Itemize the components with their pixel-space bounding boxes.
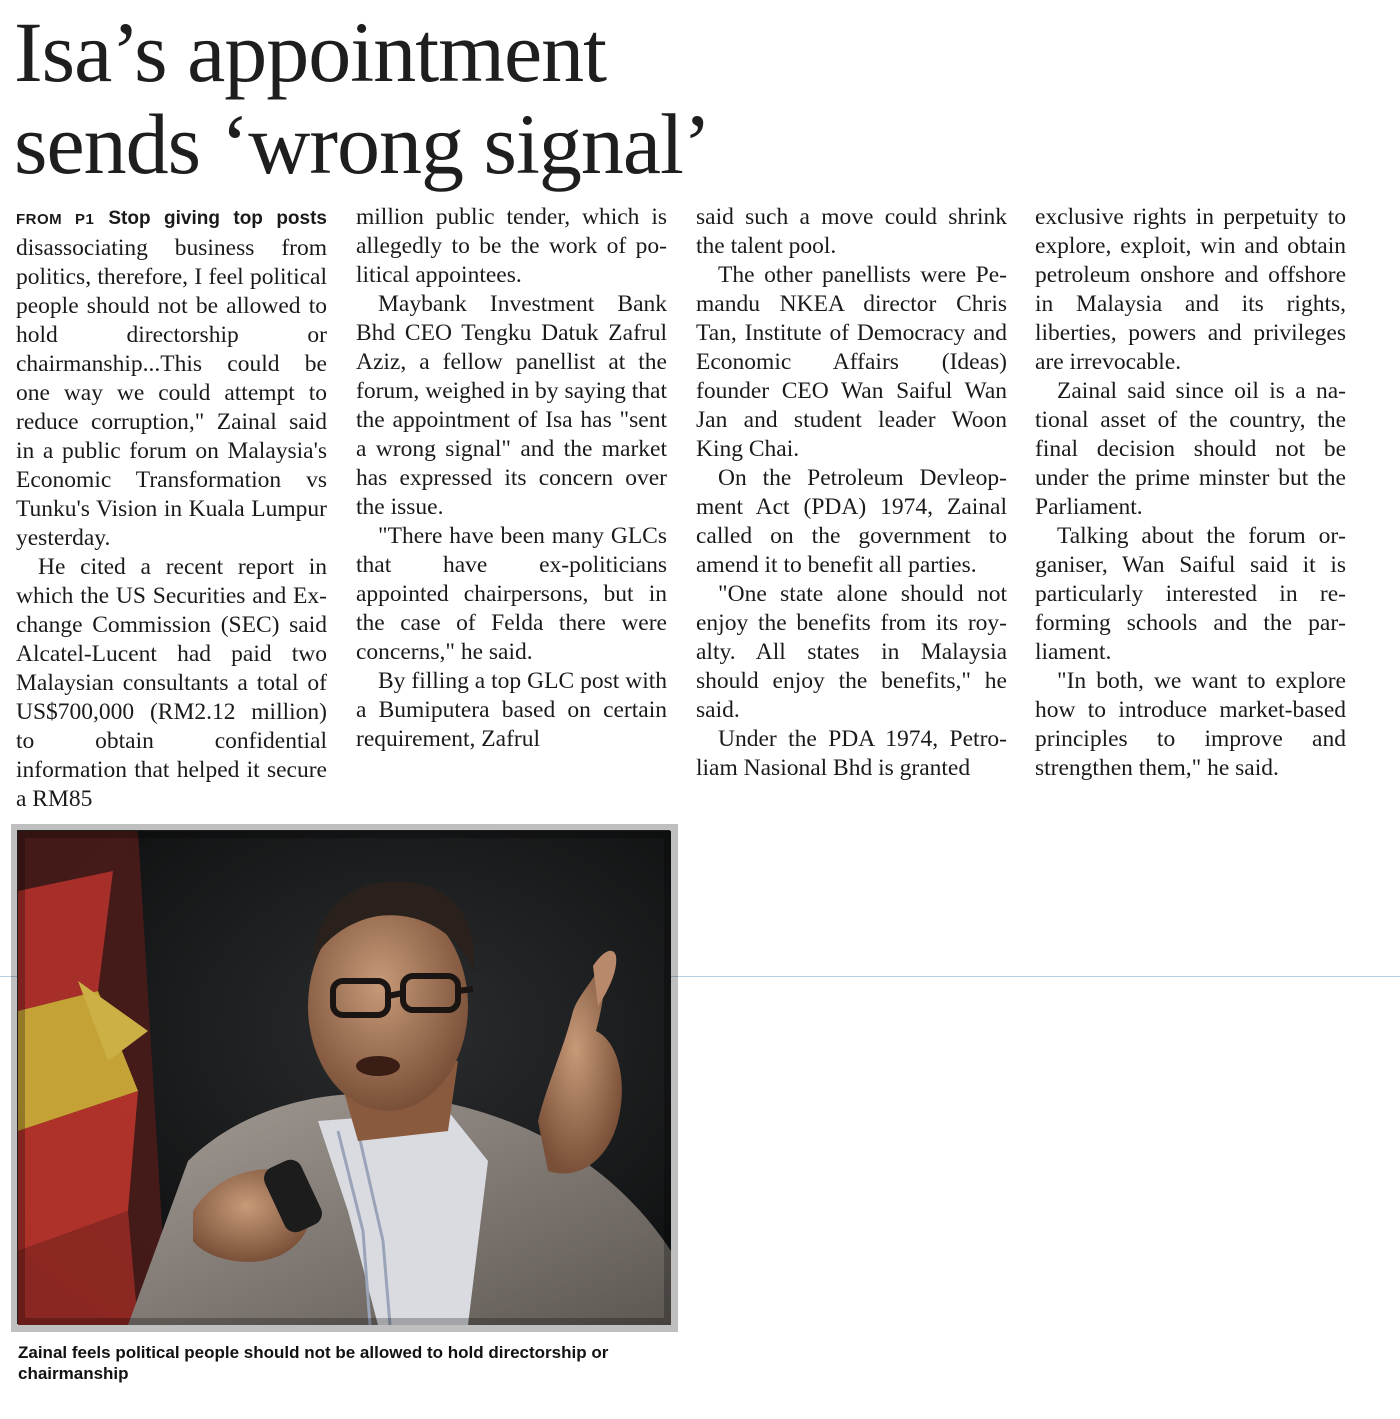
article-kicker: Stop giving top posts (108, 208, 328, 229)
headline-line-2: sends ‘wrong signal’ (14, 96, 711, 192)
article-column-1 (16, 203, 328, 812)
column-3-paragraph-3: On the Petroleum Devleopment Act (PDA) 1974, Zainal called on the government to amend it to benefit all parties. (696, 465, 1007, 578)
column-4-paragraph-3: Talking about the forum organiser, Wan Saiful said it is particularly interested in reforming schools and the parliament. (1035, 523, 1346, 665)
column-1-paragraph-1-text: disassociating business from politics, therefore, I feel political people should not be allowed to hold directorship or chairmanship...This could be one way we could attempt to reduce corruption," Zainal said in a public forum on Malaysia's Economic Transformation vs Tunku's Vision in Kuala Lumpur yesterday. (16, 235, 327, 551)
photo-caption: Zainal feels political people should not be allowed to hold directorship or chairmanship (18, 1343, 609, 1383)
column-2-paragraph-4: By filling a top GLC post with a Bumiputera based on certain requirement, Zafrul (356, 668, 667, 752)
speaker-photo (17, 830, 670, 1324)
man-speaking-photo-icon (18, 831, 671, 1325)
column-3-paragraph-5: Under the PDA 1974, Petroliam Nasional Bhd is granted (696, 726, 1007, 781)
column-4-paragraph-4: "In both, we want to explore how to introduce market-based principles to improve and strengthen them," he said. (1035, 668, 1346, 781)
column-1-paragraph-2: He cited a recent report in which the US Securities and Exchange Commission (SEC) said Alcatel-Lucent had paid two Malaysian consultants a total of US$700,000 (RM2.12 million) to obtain confidential information that helped it secure a RM85 (16, 554, 327, 812)
column-2-paragraph-1: million public tender, which is allegedly to be the work of political appointees. (356, 204, 667, 288)
column-3-paragraph-2: The other panellists were Pemandu NKEA director Chris Tan, Institute of Democracy and Economic Affairs (Ideas) founder CEO Wan Saiful Wan Jan and student leader Woon King Chai. (696, 262, 1007, 462)
article-column-2 (356, 203, 667, 787)
column-3-paragraph-4: "One state alone should not enjoy the benefits from its royalty. All states in Malaysia should enjoy the benefits," he said. (696, 581, 1007, 723)
column-3-paragraph-1: said such a move could shrink the talent pool. (696, 204, 1007, 259)
column-4-paragraph-2: Zainal said since oil is a national asset of the country, the final decision should not be under the prime minster but the Parliament. (1035, 378, 1346, 520)
column-2-paragraph-3: "There have been many GLCs that have ex-politicians appointed chairpersons, but in the case of Felda there were concerns," he said. (356, 523, 667, 665)
article-column-4 (1035, 203, 1346, 787)
column-4-paragraph-1: exclusive rights in perpetuity to explore, exploit, win and obtain petroleum onshore and offshore in Malaysia and its rights, liberties, powers and privileges are irrevocable. (1035, 204, 1346, 375)
article-column-3 (696, 203, 1007, 787)
from-page-label: FROM P1 (16, 211, 95, 228)
column-2-paragraph-2: Maybank Investment Bank Bhd CEO Tengku Datuk Zafrul Aziz, a fellow panellist at the forum, weighed in by saying that the appointment of Isa has "sent a wrong signal" and the market has expressed its concern over the issue. (356, 291, 667, 520)
column-1-paragraph-1 (16, 203, 327, 553)
headline (14, 6, 711, 190)
headline-line-1: Isa’s appointment (14, 4, 607, 100)
